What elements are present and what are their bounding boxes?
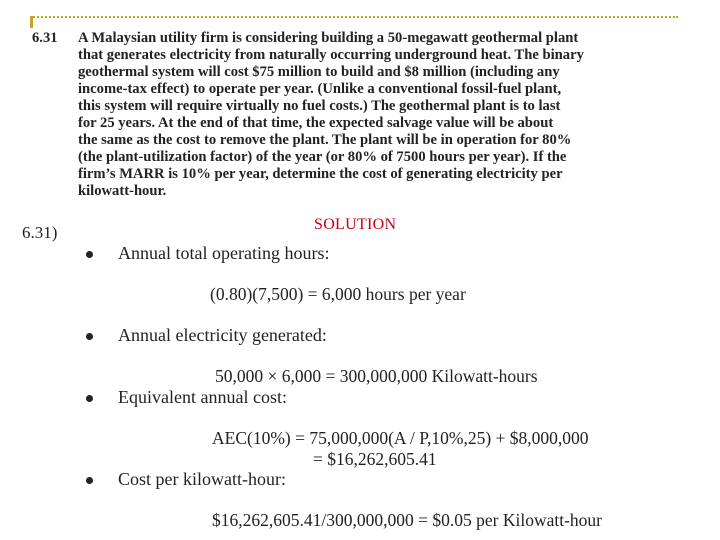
slide-frame-left-border — [30, 16, 33, 28]
problem-line: firm’s MARR is 10% per year, determine the cost of generating electricity per — [78, 166, 563, 182]
bullet-icon — [86, 395, 93, 402]
problem-line: geothermal system will cost $75 million to build and $8 million (including any — [78, 64, 560, 80]
problem-line: that generates electricity from naturally occurring underground heat. The binary — [78, 47, 584, 63]
solution-item-label: Annual electricity generated: — [118, 325, 327, 345]
solution-item-label: Cost per kilowatt-hour: — [118, 469, 286, 489]
solution-equation: (0.80)(7,500) = 6,000 hours per year — [210, 284, 466, 304]
problem-text — [78, 30, 682, 200]
solution-equation: AEC(10%) = 75,000,000(A / P,10%,25) + $8,000,000 — [212, 428, 589, 448]
solution-title: SOLUTION — [314, 216, 397, 233]
problem-number: 6.31 — [32, 30, 58, 46]
problem-line: (the plant-utilization factor) of the year (or 80% of 7500 hours per year). If the — [78, 149, 567, 165]
solution-item-label: Equivalent annual cost: — [118, 387, 287, 407]
problem-line: this system will require virtually no fuel costs.) The geothermal plant is to last — [78, 98, 561, 114]
bullet-icon — [86, 333, 93, 340]
bullet-icon — [86, 477, 93, 484]
solution-equation: $16,262,605.41/300,000,000 = $0.05 per Kilowatt-hour — [212, 510, 602, 530]
solution-equation: = $16,262,605.41 — [313, 449, 437, 469]
solution-equation: 50,000 × 6,000 = 300,000,000 Kilowatt-hours — [215, 366, 538, 386]
solution-number: 6.31) — [22, 223, 58, 242]
problem-line: A Malaysian utility firm is considering building a 50-megawatt geothermal plant — [78, 30, 579, 46]
problem-line: kilowatt-hour. — [78, 183, 167, 199]
solution-item-label: Annual total operating hours: — [118, 243, 330, 263]
slide-frame-top-border — [30, 16, 678, 18]
problem-line: income-tax effect) to operate per year. (Unlike a conventional fossil-fuel plant, — [78, 81, 562, 97]
bullet-icon — [86, 251, 93, 258]
problem-line: the same as the cost to remove the plant. The plant will be in operation for 80% — [78, 132, 572, 148]
problem-line: for 25 years. At the end of that time, the expected salvage value will be about — [78, 115, 554, 131]
